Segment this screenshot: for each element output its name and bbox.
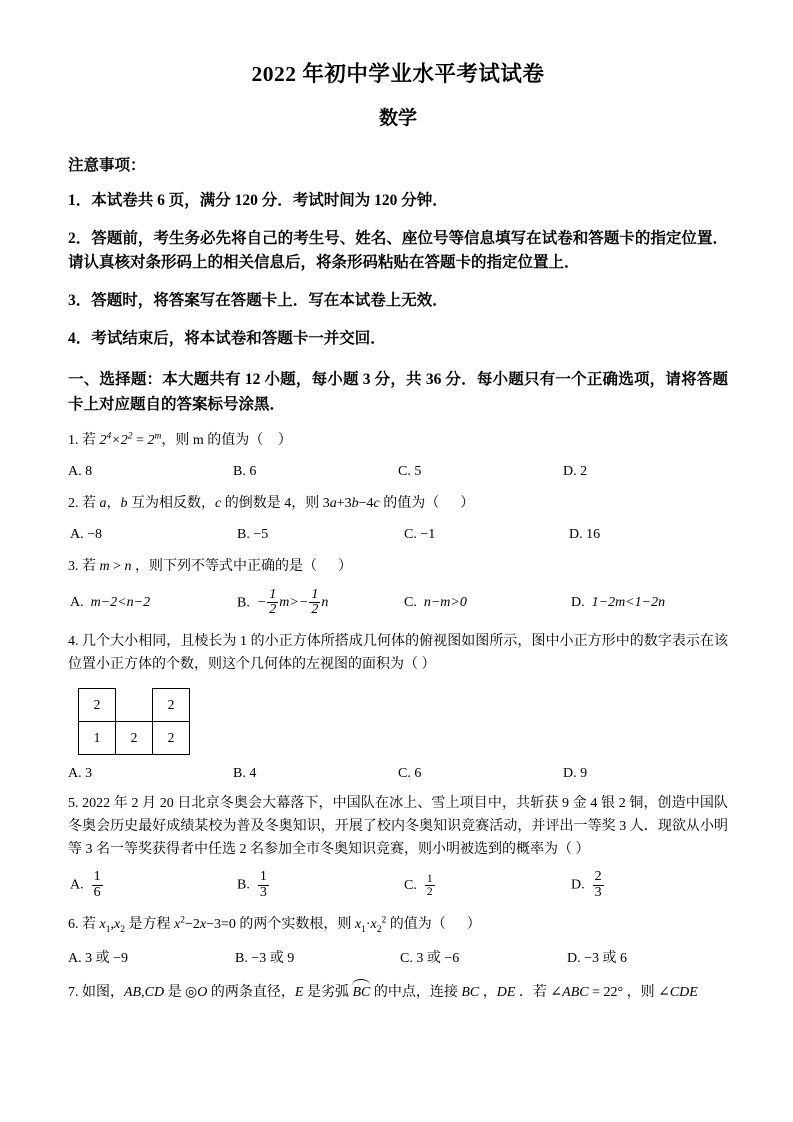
option-d-label: D. — [563, 464, 577, 480]
question-5-options — [68, 870, 728, 900]
question-1-close: ） — [277, 433, 292, 449]
option-a[interactable] — [68, 527, 235, 543]
question-2-number: 2. — [68, 496, 79, 512]
option-c-label: C. — [398, 766, 411, 782]
option-c[interactable] — [402, 527, 569, 543]
option-d[interactable] — [569, 527, 734, 543]
option-b[interactable] — [235, 527, 402, 543]
option-b[interactable] — [235, 870, 402, 900]
option-d-value: 1−2m<1−2n — [591, 594, 666, 610]
question-4-options — [68, 766, 728, 782]
option-c-value: 5 — [414, 464, 422, 480]
arc-bc-notation: BC — [352, 980, 370, 1005]
notice-heading: 注意事项： — [68, 156, 146, 174]
option-c-value: $\frac{1}{2}$ — [426, 872, 433, 898]
notice-item-4: 4．考试结束后，将本试卷和答题卡一并交回． — [68, 330, 386, 348]
question-3-text: 若 m > n ，则下列不等式中正确的是（ ） — [82, 558, 353, 574]
question-5-text: 2022 年 2 月 20 日北京冬奥会大幕落下，中国队在冰上、雪上项目中，共斩获 9 金 4 银 2 铜，创造中国队冬奥会历史最好成绩某校为普及冬奥知识，开展了校内冬奥知识竞赛活动，并评出一等奖 3 人．现欲从小明等 3 名一等奖获得者中任选 2 名参加全市冬奥知识竞赛，则小明被选到的概率为（ ） — [68, 796, 729, 857]
question-2-options — [68, 527, 728, 543]
option-d-label: D. — [563, 766, 577, 782]
option-a-label: A. — [68, 766, 82, 782]
option-b[interactable] — [233, 464, 398, 480]
grid-cell-r1c1: 2 — [116, 722, 153, 755]
option-c[interactable] — [398, 464, 563, 480]
option-d-label: D. — [571, 877, 585, 893]
question-4-stem — [68, 631, 728, 676]
option-b-value: 4 — [249, 766, 257, 782]
option-a-label: A. — [70, 877, 84, 893]
option-b-label: B. — [237, 594, 250, 610]
option-c-label: C. — [400, 951, 413, 967]
question-1-number: 1. — [68, 433, 79, 449]
notice-item-2: 2．答题前，考生务必先将自己的考生号、姓名、座位号等信息填写在试卷和答题卡的指定位置．请认真核对条形码上的相关信息后，将条形码粘贴在答题卡的指定位置上． — [68, 230, 728, 272]
question-7-text: 如图，AB,CD 是 ◎O 的两条直径，E 是劣弧 BC 的中点，连接 BC ，DE ．若 ∠ABC = 22° ，则 ∠CDE — [82, 985, 698, 1000]
option-b[interactable] — [235, 588, 402, 618]
option-b-label: B. — [233, 766, 246, 782]
question-4-text: 几个大小相同，且棱长为 1 的小正方体所搭成几何体的俯视图如图所示，图中小正方形中的数字表示在该位置小正方体的个数，则这个几何体的左视图的面积为（ ） — [68, 633, 729, 672]
question-6-text: 若 $x_1,x_2$ 是方程 $x^2-2x-3=0$ 的两个实数根，则 $x_1\cdot x_2^2$ 的值为（ ） — [82, 914, 481, 935]
option-b-label: B. — [235, 951, 248, 967]
grid-cell-r0c2: 2 — [153, 689, 190, 722]
option-c-label: C. — [398, 464, 411, 480]
notice-item-1: 1．本试卷共 6 页，满分 120 分．考试时间为 120 分钟． — [68, 192, 448, 210]
option-d-value: 9 — [580, 766, 588, 782]
question-2-stem — [68, 493, 728, 516]
option-c-label: C. — [404, 877, 417, 893]
option-b-label: B. — [233, 464, 246, 480]
question-4-figure — [78, 688, 728, 755]
option-d-value: $\frac{2}{3}$ — [594, 869, 602, 900]
option-c[interactable] — [400, 947, 565, 967]
option-c-value: 3 或 −6 — [416, 951, 460, 967]
question-1-suffix: ，则 m 的值为（ — [161, 433, 264, 449]
option-c[interactable] — [402, 873, 569, 898]
option-a-label: A. — [68, 951, 82, 967]
page-title: 2022 年初中学业水平考试试卷 — [251, 62, 545, 86]
grid-cell-r0c0: 2 — [79, 689, 116, 722]
option-a-value: 8 — [85, 464, 93, 480]
option-d-label: D. — [567, 951, 581, 967]
option-b-label: B. — [237, 877, 250, 893]
option-d[interactable] — [569, 595, 736, 611]
question-3-options — [68, 588, 728, 618]
question-6-stem — [68, 914, 728, 937]
option-d[interactable] — [563, 766, 728, 782]
question-5-number: 5. — [68, 796, 79, 812]
option-d[interactable] — [563, 464, 728, 480]
option-a-value: 3 或 −9 — [85, 951, 129, 967]
subject-title: 数学 — [378, 107, 417, 129]
option-c[interactable] — [398, 766, 563, 782]
option-d-value: 16 — [586, 526, 601, 542]
question-3-number: 3. — [68, 558, 79, 574]
question-1-expression: $2^4\times 2^2 = 2^m$ — [99, 431, 162, 449]
section-one-heading: 一、选择题：本大题共有 12 小题，每小题 3 分，共 36 分．每小题只有一个正确选项，请将答题卡上对应题自的答案标号涂黑． — [68, 371, 728, 414]
option-c-value: 6 — [414, 766, 422, 782]
option-a-value: −8 — [87, 526, 103, 542]
option-a[interactable] — [68, 766, 233, 782]
option-b[interactable] — [233, 766, 398, 782]
grid-cell-r1c0: 1 — [79, 722, 116, 755]
question-1-stem — [68, 430, 728, 453]
question-3-stem — [68, 556, 728, 579]
grid-cell-r1c2: 2 — [153, 722, 190, 755]
question-1-options — [68, 464, 728, 480]
option-a-value: $\frac{1}{6}$ — [93, 869, 101, 900]
question-6-options — [68, 947, 728, 967]
option-c-value: −1 — [420, 526, 436, 542]
option-b[interactable] — [233, 947, 400, 967]
option-c-label: C. — [404, 526, 417, 542]
option-a[interactable] — [68, 595, 235, 611]
option-d-label: D. — [571, 594, 585, 610]
question-6-number: 6. — [68, 916, 79, 932]
option-a[interactable] — [68, 464, 233, 480]
option-b-value: −3 或 9 — [251, 951, 295, 967]
grid-cell-r0c1-empty — [116, 689, 153, 722]
option-a[interactable] — [68, 870, 235, 900]
question-2-text: 若 a，b 互为相反数，c 的倒数是 4，则 3a+3b−4c 的值为（ ） — [82, 496, 475, 512]
question-7-stem — [68, 980, 728, 1005]
option-b-value: − $\frac{1}{2}$ m>− $\frac{1}{2}$ n — [256, 586, 329, 618]
table-row — [79, 689, 190, 722]
option-b-value: $\frac{1}{3}$ — [259, 869, 267, 900]
option-a[interactable] — [68, 947, 233, 967]
option-c-value: n−m>0 — [423, 594, 467, 610]
option-b-value: 6 — [249, 464, 257, 480]
option-c-label: C. — [404, 594, 417, 610]
option-d-value: 2 — [580, 464, 588, 480]
question-7-number: 7. — [68, 985, 79, 1001]
option-d-value: −3 或 6 — [584, 951, 628, 967]
question-4-number: 4. — [68, 633, 79, 649]
table-row — [79, 722, 190, 755]
option-b-value: −5 — [253, 526, 269, 542]
question-1-prefix: 若 — [82, 433, 96, 449]
option-d[interactable] — [565, 947, 732, 967]
option-a-label: A. — [70, 594, 84, 610]
notice-item-3: 3．答题时，将答案写在答题卡上．写在本试卷上无效． — [68, 292, 448, 310]
option-d-label: D. — [569, 526, 583, 542]
page-content — [68, 0, 728, 1005]
top-view-grid — [78, 688, 190, 755]
option-d[interactable] — [569, 870, 736, 900]
option-a-label: A. — [68, 464, 82, 480]
option-c[interactable] — [402, 595, 569, 611]
option-a-value: 3 — [85, 766, 93, 782]
option-b-label: B. — [237, 526, 250, 542]
option-a-value: m−2<n−2 — [90, 594, 151, 610]
option-a-label: A. — [70, 526, 84, 542]
question-5-stem — [68, 793, 728, 861]
